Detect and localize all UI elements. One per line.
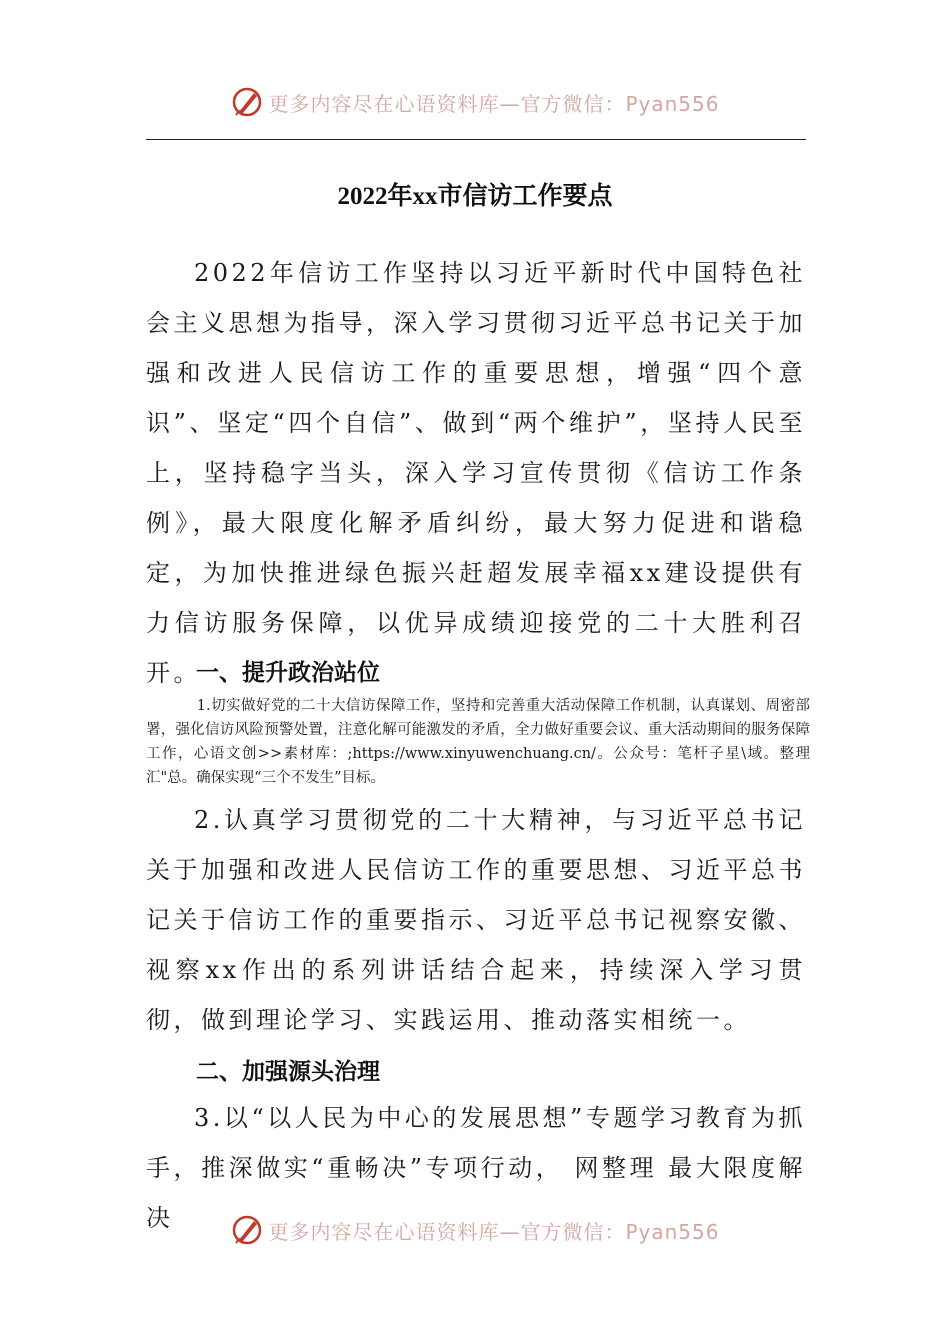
footer-banner-text: 更多内容尽在心语资料库—官方微信：Pyan556 [268, 1219, 720, 1244]
pen-circle-logo-icon [230, 1213, 264, 1247]
header-divider [146, 139, 806, 140]
item-3-paragraph: 3.以“以人民为中心的发展思想”专题学习教育为抓手，推深做实“重畅决”专项行动， 网整理 最大限度解决 [146, 1104, 806, 1232]
pen-circle-logo-icon [230, 85, 264, 119]
intro-paragraph: 2022年信访工作坚持以习近平新时代中国特色社会主义思想为指导，深入学习贯彻习近平总书记关于加强和改进人民信访工作的重要思想，增强“四个意识”、坚定“四个自信”、做到“两个维护”，坚持人民至上，坚持稳字当头，深入学习宣传贯彻《信访工作条例》，最大限度化解矛盾纠纷，最大努力促进和谐稳定，为加快推进绿色振兴赶超发展幸福xx建设提供有力信访服务保障，以优异成绩迎接党的二十大胜利召开。 [146, 259, 806, 687]
item-1-paragraph: 1.切实做好党的二十大信访保障工作，坚持和完善重大活动保障工作机制，认真谋划、周密部署，强化信访风险预警处置，注意化解可能激发的矛盾，全力做好重要会议、重大活动期间的服务保障工作，心语文创>>素材库：;https://www.xinyuwenchuang.cn/。公众号：笔杆子星\域。整理汇"总。确保实现“三个不发生”目标。 [146, 698, 810, 786]
section-heading-2: 二、加强源头治理 [196, 1059, 380, 1085]
section-heading-1: 一、提升政治站位 [196, 660, 380, 686]
header-banner [0, 82, 950, 122]
item-2-paragraph: 2.认真学习贯彻党的二十大精神，与习近平总书记关于加强和改进人民信访工作的重要思想、习近平总书记关于信访工作的重要指示、习近平总书记视察安徽、视察xx作出的系列讲话结合起来，持续深入学习贯彻，做到理论学习、实践运用、推动落实相统一。 [146, 806, 806, 1034]
document-title: 2022年xx市信访工作要点 [337, 183, 613, 210]
header-banner-text: 更多内容尽在心语资料库—官方微信：Pyan556 [268, 91, 720, 116]
footer-banner [0, 1210, 950, 1250]
